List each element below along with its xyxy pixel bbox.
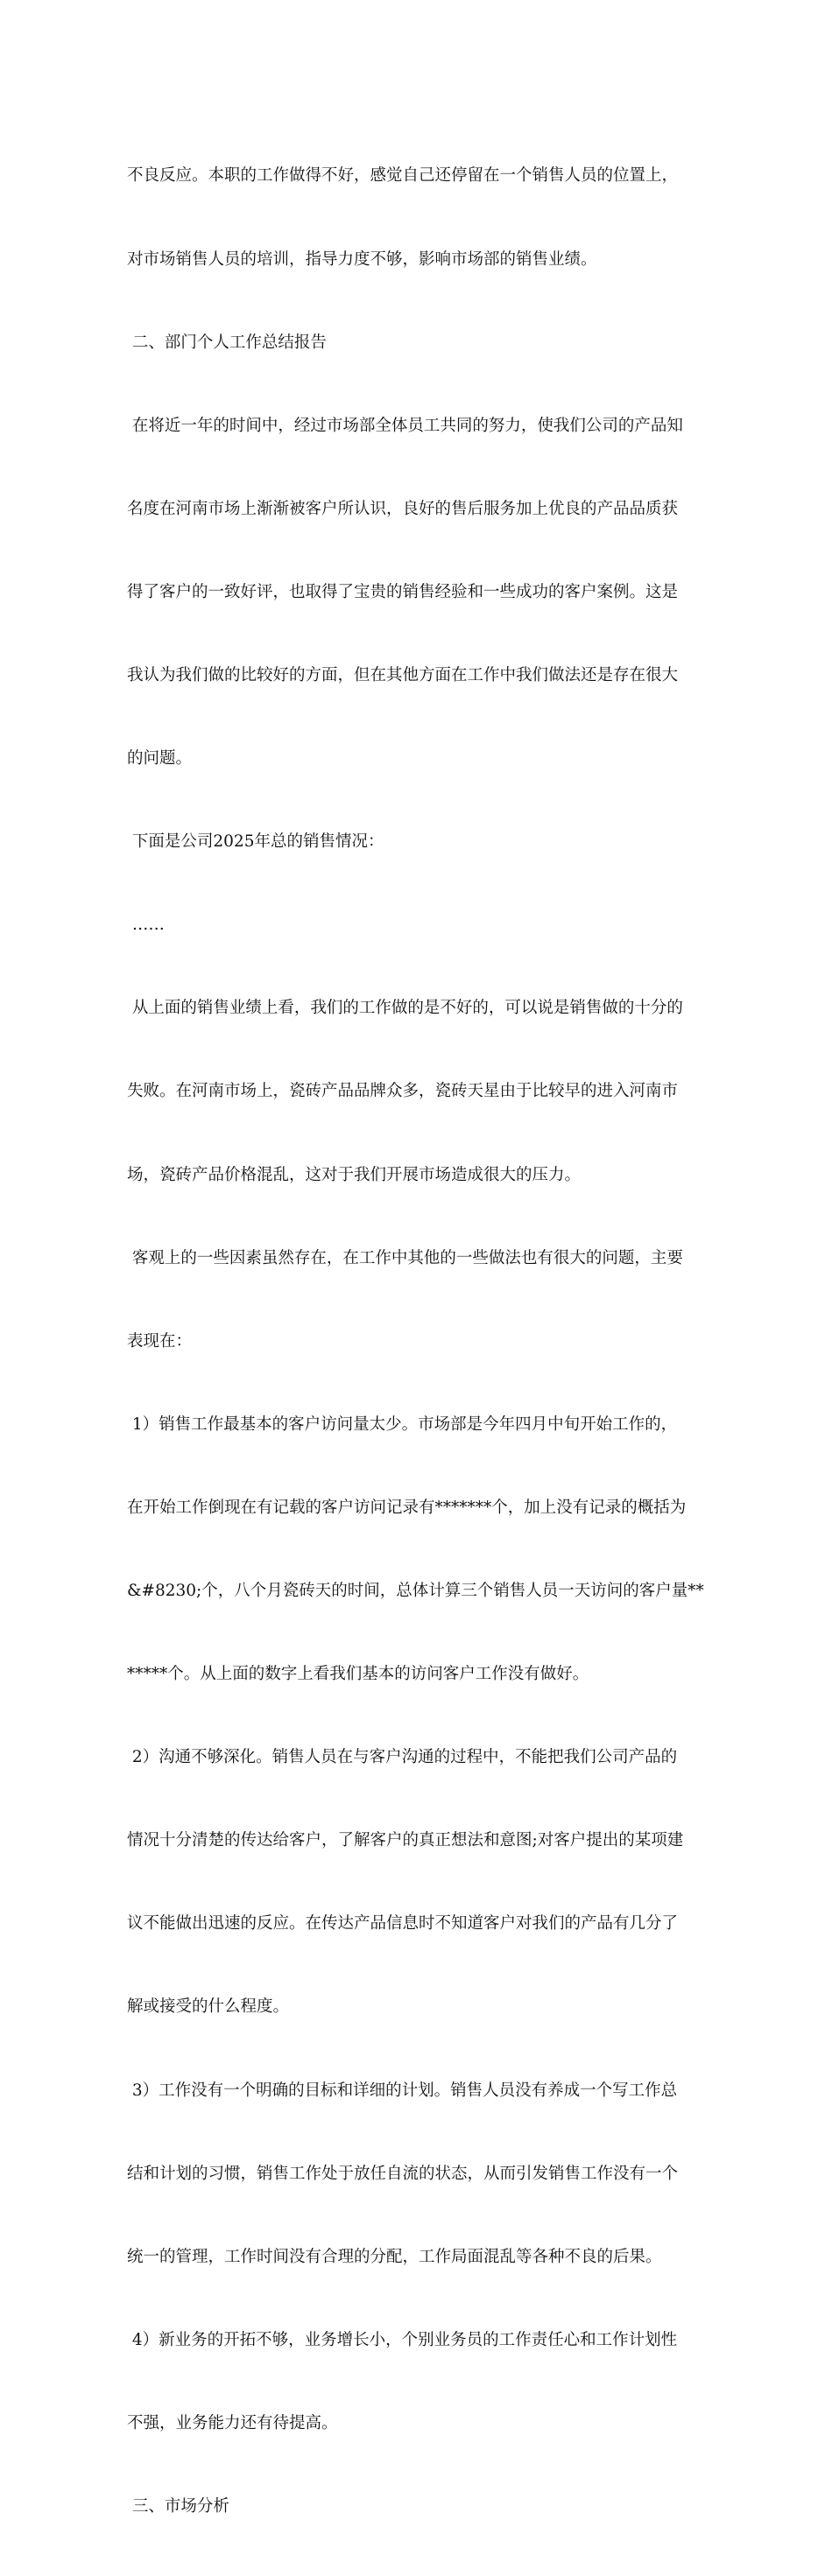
list-item-3: 3）工作没有一个明确的目标和详细的计划。销售人员没有养成一个写工作总: [127, 2081, 678, 2100]
paragraph-line: 情况十分清楚的传达给客户，了解客户的真正想法和意图;对客户提出的某项建: [127, 1831, 684, 1850]
paragraph-line: 从上面的销售业绩上看，我们的工作做的是不好的，可以说是销售做的十分的: [127, 999, 683, 1018]
paragraph-line: 的问题。: [127, 749, 193, 769]
paragraph-line: &#8230;个，八个月瓷砖天的时间，总体计算三个销售人员一天访问的客户量**: [127, 1582, 704, 1600]
paragraph-line: 解或接受的什么程度。: [127, 1997, 290, 2017]
list-item-4: 4）新业务的开拓不够，业务增长小，个别业务员的工作责任心和工作计划性: [127, 2330, 678, 2349]
ellipsis-line: ……: [127, 916, 165, 935]
paragraph-line: 名度在河南市场上渐渐被客户所认识，良好的售后服务加上优良的产品品质获: [127, 499, 679, 518]
list-item-1: 1）销售工作最基本的客户访问量太少。市场部是今年四月中旬开始工作的，: [127, 1414, 678, 1434]
paragraph-line: 下面是公司2025年总的销售情况：: [127, 832, 384, 852]
paragraph-line: 不强，业务能力还有待提高。: [127, 2413, 338, 2432]
paragraph-line: 议不能做出迅速的反应。在传达产品信息时不知道客户对我们的产品有几分了: [127, 1914, 679, 1934]
paragraph-line: 结和计划的习惯，销售工作处于放任自流的状态，从而引发销售工作没有一个: [127, 2164, 679, 2183]
paragraph-line: 场，瓷砖产品价格混乱，这对于我们开展市场造成很大的压力。: [127, 1165, 582, 1184]
paragraph-line: 我认为我们做的比较好的方面，但在其他方面在工作中我们做法还是存在很大: [127, 665, 679, 684]
paragraph-line: *****个。从上面的数字上看我们基本的访问客户工作没有做好。: [127, 1665, 589, 1684]
paragraph-line: 在开始工作倒现在有记载的客户访问记录有*******个，加上没有记录的概括为: [127, 1498, 687, 1517]
paragraph-line: 失败。在河南市场上，瓷砖产品品牌众多，瓷砖天星由于比较早的进入河南市: [127, 1082, 679, 1101]
document-body: [127, 107, 709, 2576]
paragraph-line: 客观上的一些因素虽然存在，在工作中其他的一些做法也有很大的问题，主要: [127, 1248, 683, 1267]
section-heading: 三、市场分析: [127, 2497, 229, 2516]
section-heading: 二、部门个人工作总结报告: [127, 333, 327, 352]
paragraph-line: 对市场销售人员的培训，指导力度不够，影响市场部的销售业绩。: [127, 249, 597, 269]
list-item-2: 2）沟通不够深化。销售人员在与客户沟通的过程中，不能把我们公司产品的: [127, 1748, 678, 1767]
paragraph-line: 得了客户的一致好评，也取得了宝贵的销售经验和一些成功的客户案例。这是: [127, 582, 679, 601]
paragraph-line: 不良反应。本职的工作做得不好，感觉自己还停留在一个销售人员的位置上，: [127, 166, 679, 186]
paragraph-line: 统一的管理，工作时间没有合理的分配，工作局面混乱等各种不良的后果。: [127, 2247, 662, 2266]
paragraph-line: 在将近一年的时间中，经过市场部全体员工共同的努力，使我们公司的产品知: [127, 416, 683, 435]
paragraph-line: 表现在：: [127, 1331, 193, 1351]
